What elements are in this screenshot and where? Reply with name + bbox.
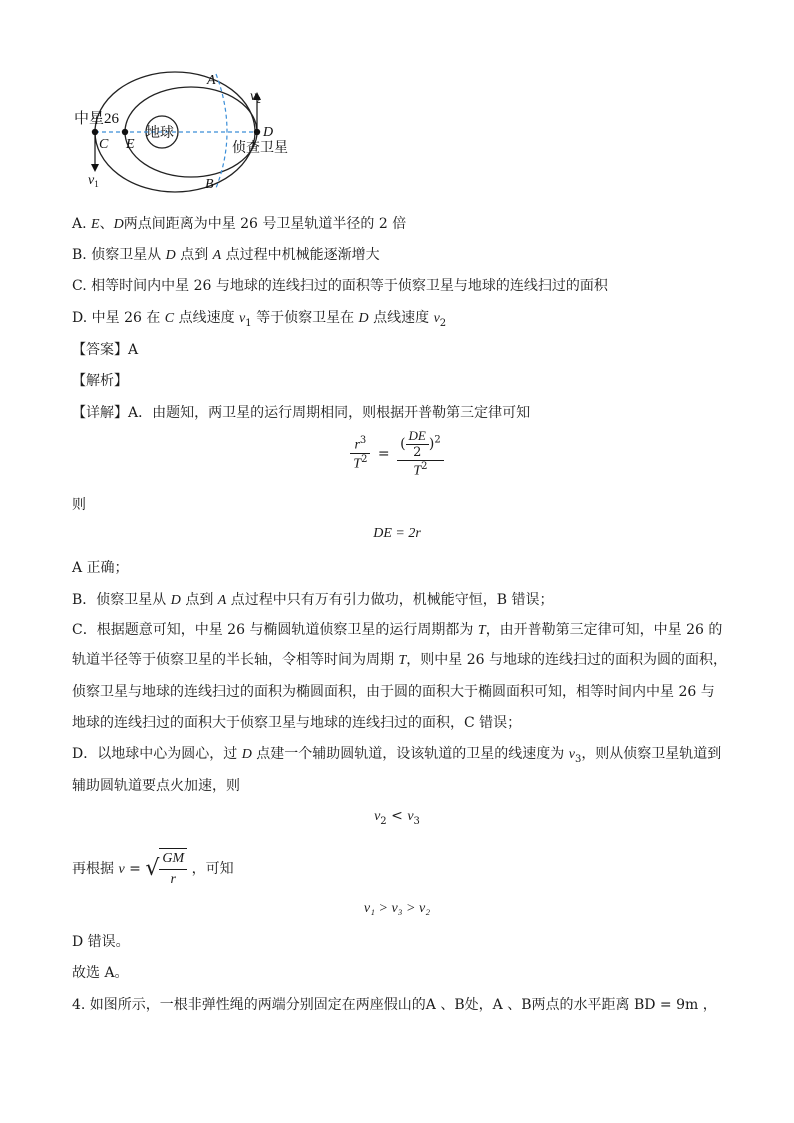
equation-velocity-order: v₁ > v₃ > v₂ bbox=[363, 901, 431, 916]
label-A: A bbox=[207, 73, 216, 88]
detail-intro: 【详解】A．由题知，两卫星的运行周期相同，则根据开普勒第三定律可知 bbox=[72, 405, 531, 421]
label-satellite: 中星26 bbox=[74, 111, 120, 127]
label-B: B bbox=[205, 177, 214, 192]
next-question: 4. 如图所示，一根非弹性绳的两端分别固定在两座假山的A 、B处，A 、B两点的水平距离 BD = 9m ， bbox=[72, 997, 717, 1013]
then-text: 则 bbox=[72, 497, 86, 513]
d-explanation-1: D．以地球中心为圆心，过 D 点建一个辅助圆轨道，设该轨道的卫星的线速度为 $v_3$，则从侦察卫星轨道到 bbox=[72, 746, 722, 765]
c-explanation-2: 轨道半径等于侦察卫星的半长轴，令相等时间为周期 T，则中星 26 与地球的连线扫过的面积为圆的面积， bbox=[72, 652, 727, 668]
label-v1: $v_1$ bbox=[88, 173, 99, 189]
eq1-rhs: ( $\frac{DE}{2}$ )$^2$ $T^2$ bbox=[397, 428, 444, 480]
c-explanation-1: C．根据题意可知，中星 26 与椭圆轨道侦察卫星的运行周期都为 T，由开普勒第三定律可知，中星 26 的 bbox=[72, 622, 723, 638]
a-correct: A 正确； bbox=[72, 560, 129, 576]
sqrt-formula: √ $\frac{GM}{r}$ bbox=[145, 848, 187, 890]
option-c: C. 相等时间内中星 26 与地球的连线扫过的面积等于侦察卫星与地球的连线扫过的面积 bbox=[72, 278, 608, 294]
equation-de: DE = 2r bbox=[373, 526, 421, 541]
d-wrong: D 错误。 bbox=[72, 934, 130, 950]
label-v2: $v_2$ bbox=[250, 89, 261, 105]
b-explanation: B．侦察卫星从 D 点到 A 点过程中只有万有引力做功，机械能守恒，B 错误； bbox=[72, 592, 554, 608]
answer-label: 【答案】 bbox=[72, 342, 128, 358]
c-explanation-4: 地球的连线扫过的面积大于侦察卫星与地球的连线扫过的面积，C 错误； bbox=[72, 715, 522, 731]
label-earth: 地球 bbox=[146, 126, 174, 141]
option-b: B. 侦察卫星从 D 点到 A 点过程中机械能逐渐增大 bbox=[72, 247, 380, 263]
option-d: D. 中星 26 在 C 点线速度 $v_1$ 等于侦察卫星在 D 点线速度 $v_2$ bbox=[72, 310, 447, 329]
equation-kepler: $\frac{r^3}{T^2}$ = ( $\frac{DE}{2}$ )$^2$ $T^2$ bbox=[0, 428, 794, 480]
d-explanation-2: 辅助圆轨道要点火加速，则 bbox=[72, 778, 240, 794]
again-line: 再根据 v = √ $\frac{GM}{r}$ ，可知 bbox=[72, 848, 234, 890]
label-recon: 侦查卫星 bbox=[232, 141, 288, 156]
v1-arrowhead bbox=[91, 164, 99, 172]
orbit-diagram bbox=[70, 60, 310, 200]
point-E bbox=[122, 129, 128, 135]
analysis-label: 【解析】 bbox=[72, 373, 128, 389]
c-explanation-3: 侦察卫星与地球的连线扫过的面积为椭圆面积，由于圆的面积大于椭圆面积可知，相等时间内中星 26 与 bbox=[72, 684, 715, 700]
equation-v2-v3: $v_2 < v_3$ bbox=[374, 808, 420, 827]
answer-value: A bbox=[128, 342, 139, 358]
eq1-lhs: $\frac{r^3}{T^2}$ bbox=[350, 435, 370, 473]
label-C: C bbox=[99, 137, 109, 152]
answer-line bbox=[72, 340, 138, 360]
choose-answer: 故选 A。 bbox=[72, 965, 129, 981]
label-D: D bbox=[263, 125, 274, 140]
option-a: A. E、D两点间距离为中星 26 号卫星轨道半径的 2 倍 bbox=[72, 216, 407, 232]
label-E: E bbox=[126, 137, 135, 152]
